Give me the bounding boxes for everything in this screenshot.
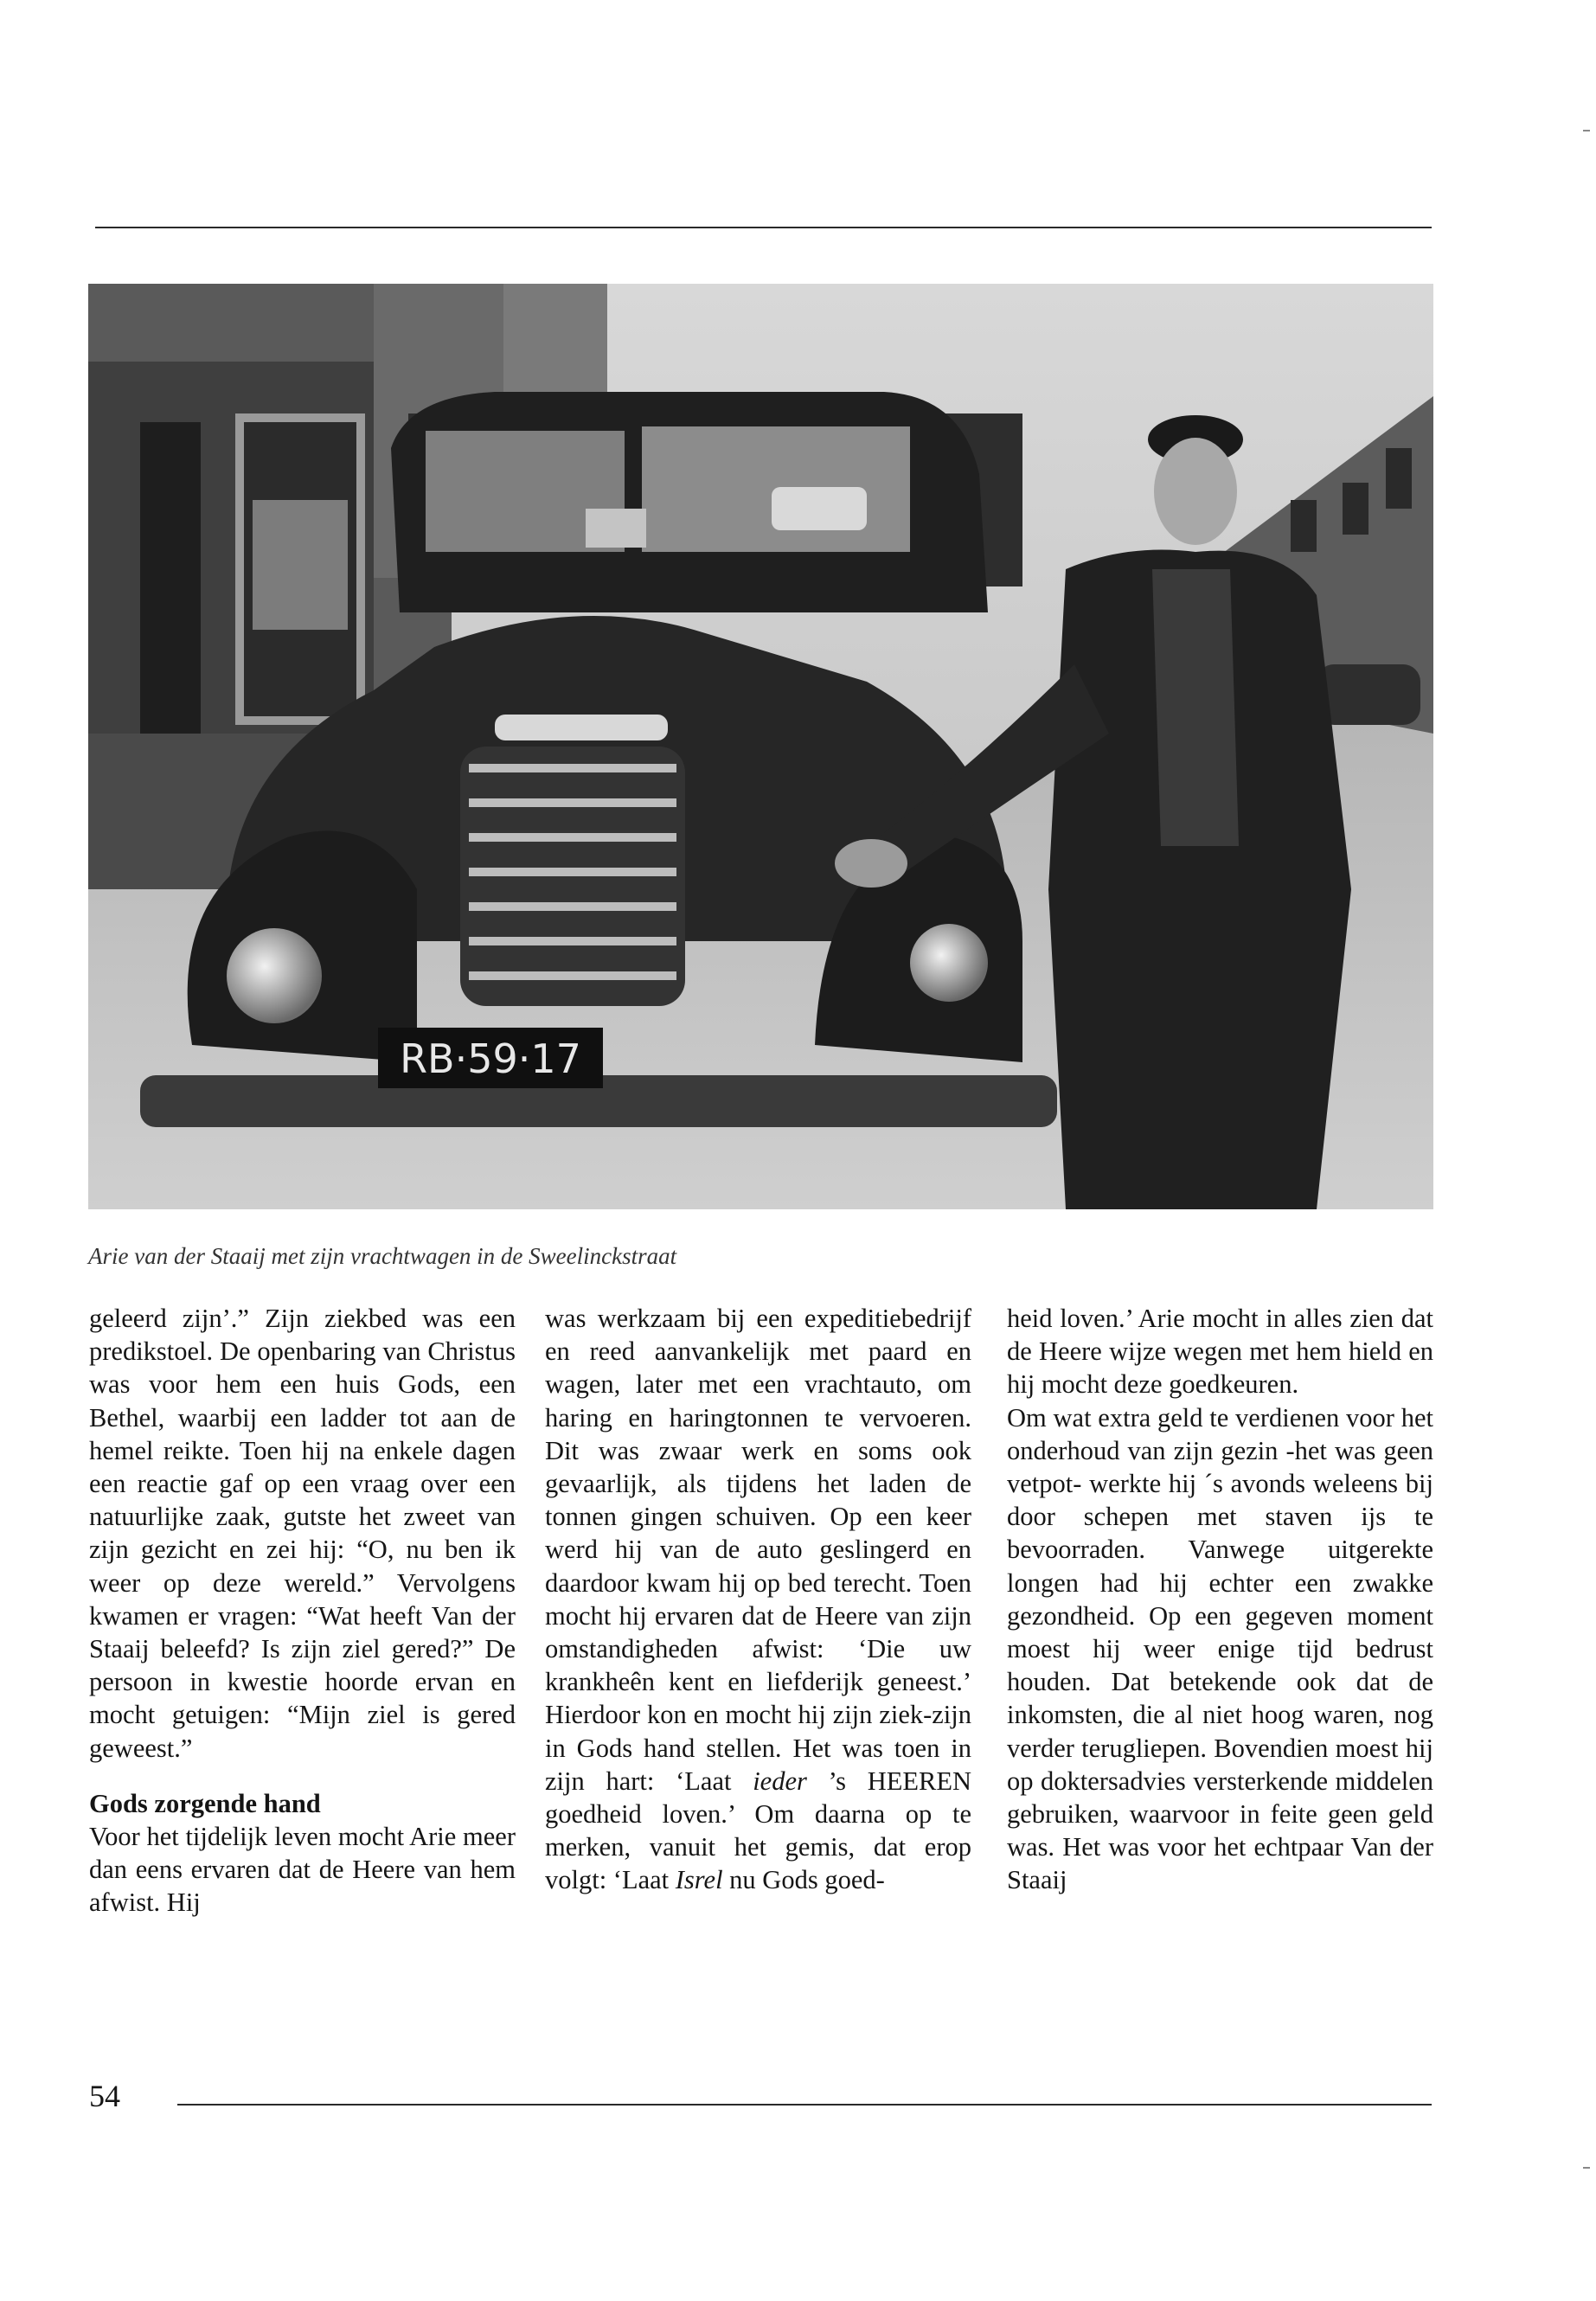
section-heading: Gods zorgende hand	[89, 1788, 321, 1818]
italic-word: ieder	[753, 1766, 807, 1796]
paragraph: Voor het tijdelijk leven mocht Arie meer dan eens ervaren dat de Heere van hem afwist. Hij	[89, 1822, 516, 1918]
text-run: was werkzaam bij een expeditiebedrijf en reed aanvankelijk met paard en wagen, later met een vrachtauto, om haring en haringtonnen te vervoeren. Dit was zwaar werk en soms ook gevaarlijk, als tijdens het laden de tonnen gingen schuiven. Op een keer werd hij van de auto geslingerd en daardoor kwam hij op bed terecht. Toen mocht hij ervaren dat de Heere van zijn omstandigheden afwist: ‘Die uw krankheên kent en liefderijk geneest.’ Hierdoor kon en mocht hij zijn ziek-zijn in Gods hand stellen. Het was toen in zijn hart: ‘Laat	[545, 1304, 971, 1796]
text-column-1	[89, 1302, 516, 1920]
photo-caption: Arie van der Staaij met zijn vrachtwagen in de Sweelinckstraat	[88, 1243, 677, 1269]
photo-truck	[88, 284, 1433, 1209]
crop-mark	[1583, 130, 1590, 131]
text-run: ’s HEEREN goedheid loven.’ Om daarna op te merken, vanuit het gemis, dat erop volgt: ‘Laat	[545, 1766, 971, 1895]
text-column-2	[545, 1302, 971, 1897]
paragraph: Om wat extra geld te verdienen voor het onderhoud van zijn gezin -het was geen vetpot- werkte hij ´s avonds weleens bij door schepen met staven ijs te bevoorraden. Vanwege uitgerekte longen had hij echter een zwakke gezondheid. Op een gegeven moment moest hij weer enige tijd bedrust houden. Dat betekende ook dat de inkomsten, die al niet hoog waren, nog verder terugliepen. Bovendien moest hij op doktersadvies versterkende middelen gebruiken, waarvoor in feite geen geld was. Het was voor het echtpaar Van der Staaij	[1007, 1402, 1433, 1895]
top-rule	[95, 227, 1432, 228]
photo-truck-icon	[88, 284, 1433, 1209]
paragraph: geleerd zijn’.” Zijn ziekbed was een predikstoel. De openbaring van Christus was voor hem een huis Gods, een Bethel, waarbij een ladder tot aan de hemel reikte. Toen hij na enkele dagen een reactie gaf op een vraag over een natuurlijke zaak, gutste het zweet van zijn gezicht en zei hij: “O, nu ben ik weer op deze wereld.” Vervolgens kwamen er vragen: “Wat heeft Van der Staaij beleefd? Is zijn ziel gered?” De persoon in kwestie hoorde ervan en mocht getuigen: “Mijn ziel is gered geweest.”	[89, 1304, 516, 1763]
bottom-rule	[177, 2104, 1432, 2106]
paragraph: heid loven.’ Arie mocht in alles zien dat de Heere wijze wegen met hem hield en hij mocht deze goedkeuren.	[1007, 1304, 1433, 1400]
paragraph	[545, 1302, 971, 1897]
text-run: nu Gods goed-	[722, 1865, 885, 1895]
crop-mark	[1583, 2167, 1590, 2169]
italic-word: Isrel	[675, 1865, 723, 1895]
text-column-3	[1007, 1302, 1433, 1897]
license-plate: RB·59·17	[400, 1035, 581, 1082]
page-number: 54	[89, 2079, 120, 2113]
